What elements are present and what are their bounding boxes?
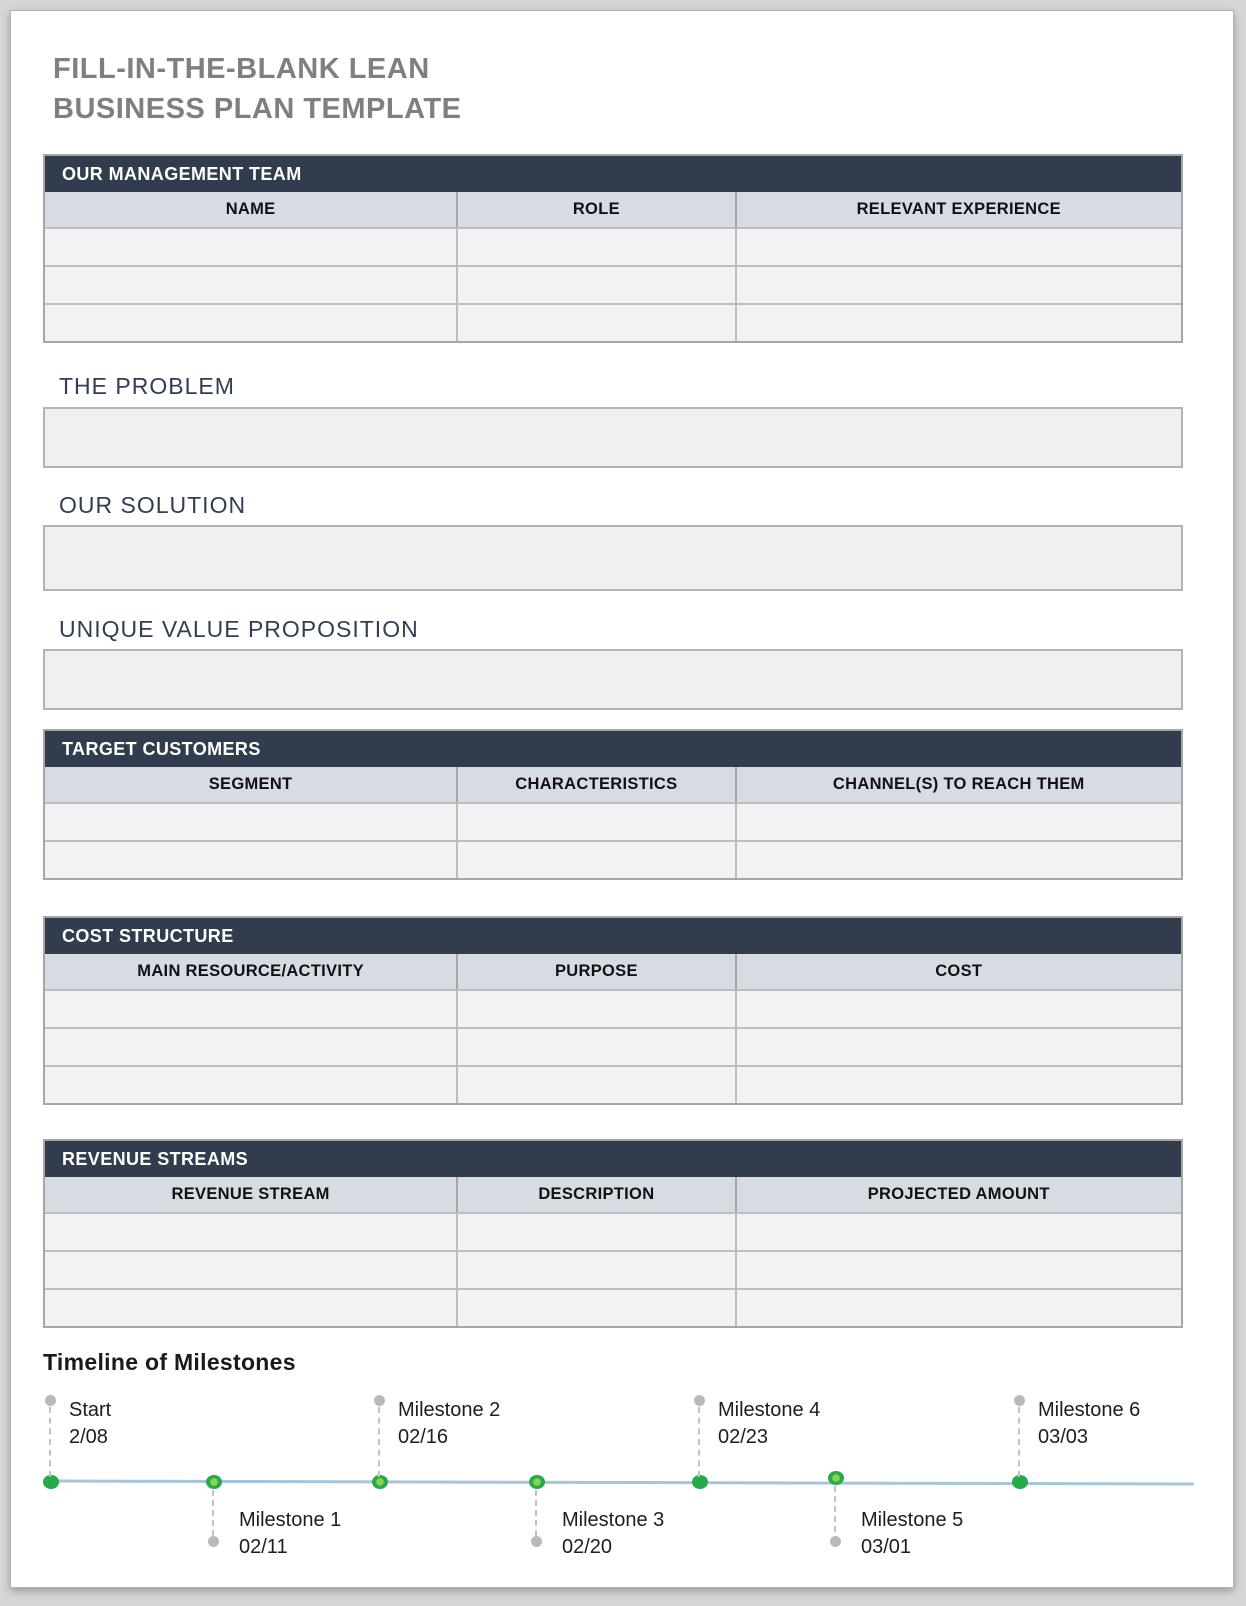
empty-cell[interactable] <box>45 227 456 265</box>
empty-cell[interactable] <box>456 1065 734 1103</box>
column-header: PURPOSE <box>456 954 734 989</box>
empty-cell[interactable] <box>45 1065 456 1103</box>
empty-cell[interactable] <box>456 989 734 1027</box>
empty-cell[interactable] <box>456 227 734 265</box>
column-header: COST <box>735 954 1181 989</box>
milestone-label <box>1038 1397 1140 1451</box>
milestone-label <box>562 1507 664 1561</box>
milestone-name: Start <box>69 1399 112 1421</box>
milestone-connector <box>378 1407 380 1477</box>
milestone-anchor-dot <box>374 1395 385 1406</box>
column-header: REVENUE STREAM <box>45 1177 456 1212</box>
revenue-streams-table <box>45 1177 1181 1326</box>
target-customers-table <box>45 767 1181 878</box>
milestone-dot <box>372 1475 388 1489</box>
empty-cell[interactable] <box>735 802 1181 840</box>
empty-cell[interactable] <box>735 1250 1181 1288</box>
target-customers-section <box>43 729 1183 880</box>
milestone-dot <box>43 1475 59 1489</box>
milestone-connector <box>535 1490 537 1536</box>
milestone-name: Milestone 3 <box>562 1509 665 1531</box>
empty-cell[interactable] <box>735 989 1181 1027</box>
empty-cell[interactable] <box>735 265 1181 303</box>
empty-cell[interactable] <box>735 1065 1181 1103</box>
milestone-anchor-dot <box>694 1395 705 1406</box>
column-header: NAME <box>45 192 456 227</box>
problem-heading: THE PROBLEM <box>59 373 235 399</box>
unique-value-proposition-heading: UNIQUE VALUE PROPOSITION <box>59 616 419 642</box>
cost-structure-table <box>45 954 1181 1103</box>
page <box>10 10 1234 1588</box>
section-header-bar <box>45 918 1181 954</box>
empty-cell[interactable] <box>456 802 734 840</box>
management-team-section <box>43 154 1183 343</box>
empty-cell[interactable] <box>45 1288 456 1326</box>
section-title: TARGET CUSTOMERS <box>62 739 261 759</box>
milestone-dot <box>828 1471 844 1485</box>
milestone-connector <box>698 1407 700 1477</box>
document-title <box>53 49 753 129</box>
milestone-date: 03/03 <box>1038 1426 1089 1448</box>
unique-value-proposition-input-box[interactable] <box>43 649 1183 710</box>
milestone-date: 2/08 <box>69 1426 108 1448</box>
management-team-table <box>45 192 1181 341</box>
milestone-dot <box>1012 1475 1028 1489</box>
column-header: MAIN RESOURCE/ACTIVITY <box>45 954 456 989</box>
milestone-name: Milestone 6 <box>1038 1399 1141 1421</box>
milestone-name: Milestone 4 <box>718 1399 821 1421</box>
milestone-name: Milestone 1 <box>239 1509 342 1531</box>
solution-input-box[interactable] <box>43 525 1183 591</box>
empty-cell[interactable] <box>45 989 456 1027</box>
revenue-streams-section <box>43 1139 1183 1328</box>
milestone-date: 02/20 <box>562 1536 613 1558</box>
milestone-label <box>861 1507 963 1561</box>
milestone-anchor-dot <box>208 1536 219 1547</box>
empty-cell[interactable] <box>45 840 456 878</box>
milestone-label <box>398 1397 500 1451</box>
document-title-line1: FILL-IN-THE-BLANK LEAN <box>53 53 430 85</box>
empty-cell[interactable] <box>735 1212 1181 1250</box>
section-header-bar <box>45 156 1181 192</box>
milestone-name: Milestone 5 <box>861 1509 964 1531</box>
milestone-date: 03/01 <box>861 1536 912 1558</box>
column-header: RELEVANT EXPERIENCE <box>735 192 1181 227</box>
milestone-connector <box>1018 1407 1020 1477</box>
milestone-anchor-dot <box>830 1536 841 1547</box>
column-header: SEGMENT <box>45 767 456 802</box>
section-header-bar <box>45 731 1181 767</box>
milestone-connector <box>212 1490 214 1536</box>
empty-cell[interactable] <box>45 303 456 341</box>
milestone-name: Milestone 2 <box>398 1399 501 1421</box>
empty-cell[interactable] <box>456 1212 734 1250</box>
empty-cell[interactable] <box>456 265 734 303</box>
milestone-anchor-dot <box>1014 1395 1025 1406</box>
column-header: CHARACTERISTICS <box>456 767 734 802</box>
empty-cell[interactable] <box>456 1027 734 1065</box>
empty-cell[interactable] <box>45 802 456 840</box>
empty-cell[interactable] <box>735 1288 1181 1326</box>
section-title: OUR MANAGEMENT TEAM <box>62 164 302 184</box>
empty-cell[interactable] <box>45 1212 456 1250</box>
empty-cell[interactable] <box>45 1027 456 1065</box>
empty-cell[interactable] <box>45 1250 456 1288</box>
solution-heading: OUR SOLUTION <box>59 492 247 518</box>
milestone-connector <box>49 1407 51 1477</box>
milestone-connector <box>834 1486 836 1532</box>
milestone-label <box>718 1397 820 1451</box>
milestone-dot <box>692 1475 708 1489</box>
document-title-line2: BUSINESS PLAN TEMPLATE <box>53 93 462 125</box>
section-title: COST STRUCTURE <box>62 926 234 946</box>
milestone-anchor-dot <box>45 1395 56 1406</box>
milestone-dot <box>529 1475 545 1489</box>
milestone-date: 02/11 <box>239 1536 288 1558</box>
milestone-dot <box>206 1475 222 1489</box>
empty-cell[interactable] <box>456 1288 734 1326</box>
section-title: REVENUE STREAMS <box>62 1149 249 1169</box>
milestone-date: 02/23 <box>718 1426 769 1448</box>
column-header: PROJECTED AMOUNT <box>735 1177 1181 1212</box>
empty-cell[interactable] <box>735 1027 1181 1065</box>
empty-cell[interactable] <box>735 227 1181 265</box>
milestone-date: 02/16 <box>398 1426 449 1448</box>
empty-cell[interactable] <box>735 303 1181 341</box>
empty-cell[interactable] <box>45 265 456 303</box>
empty-cell[interactable] <box>735 840 1181 878</box>
column-header: DESCRIPTION <box>456 1177 734 1212</box>
column-header: ROLE <box>456 192 734 227</box>
milestone-anchor-dot <box>531 1536 542 1547</box>
cost-structure-section <box>43 916 1183 1105</box>
milestone-label <box>239 1507 341 1561</box>
timeline-title: Timeline of Milestones <box>43 1349 296 1375</box>
empty-cell[interactable] <box>456 303 734 341</box>
milestone-label <box>69 1397 111 1451</box>
empty-cell[interactable] <box>456 1250 734 1288</box>
empty-cell[interactable] <box>456 840 734 878</box>
problem-input-box[interactable] <box>43 407 1183 468</box>
column-header: CHANNEL(S) TO REACH THEM <box>735 767 1181 802</box>
section-header-bar <box>45 1141 1181 1177</box>
